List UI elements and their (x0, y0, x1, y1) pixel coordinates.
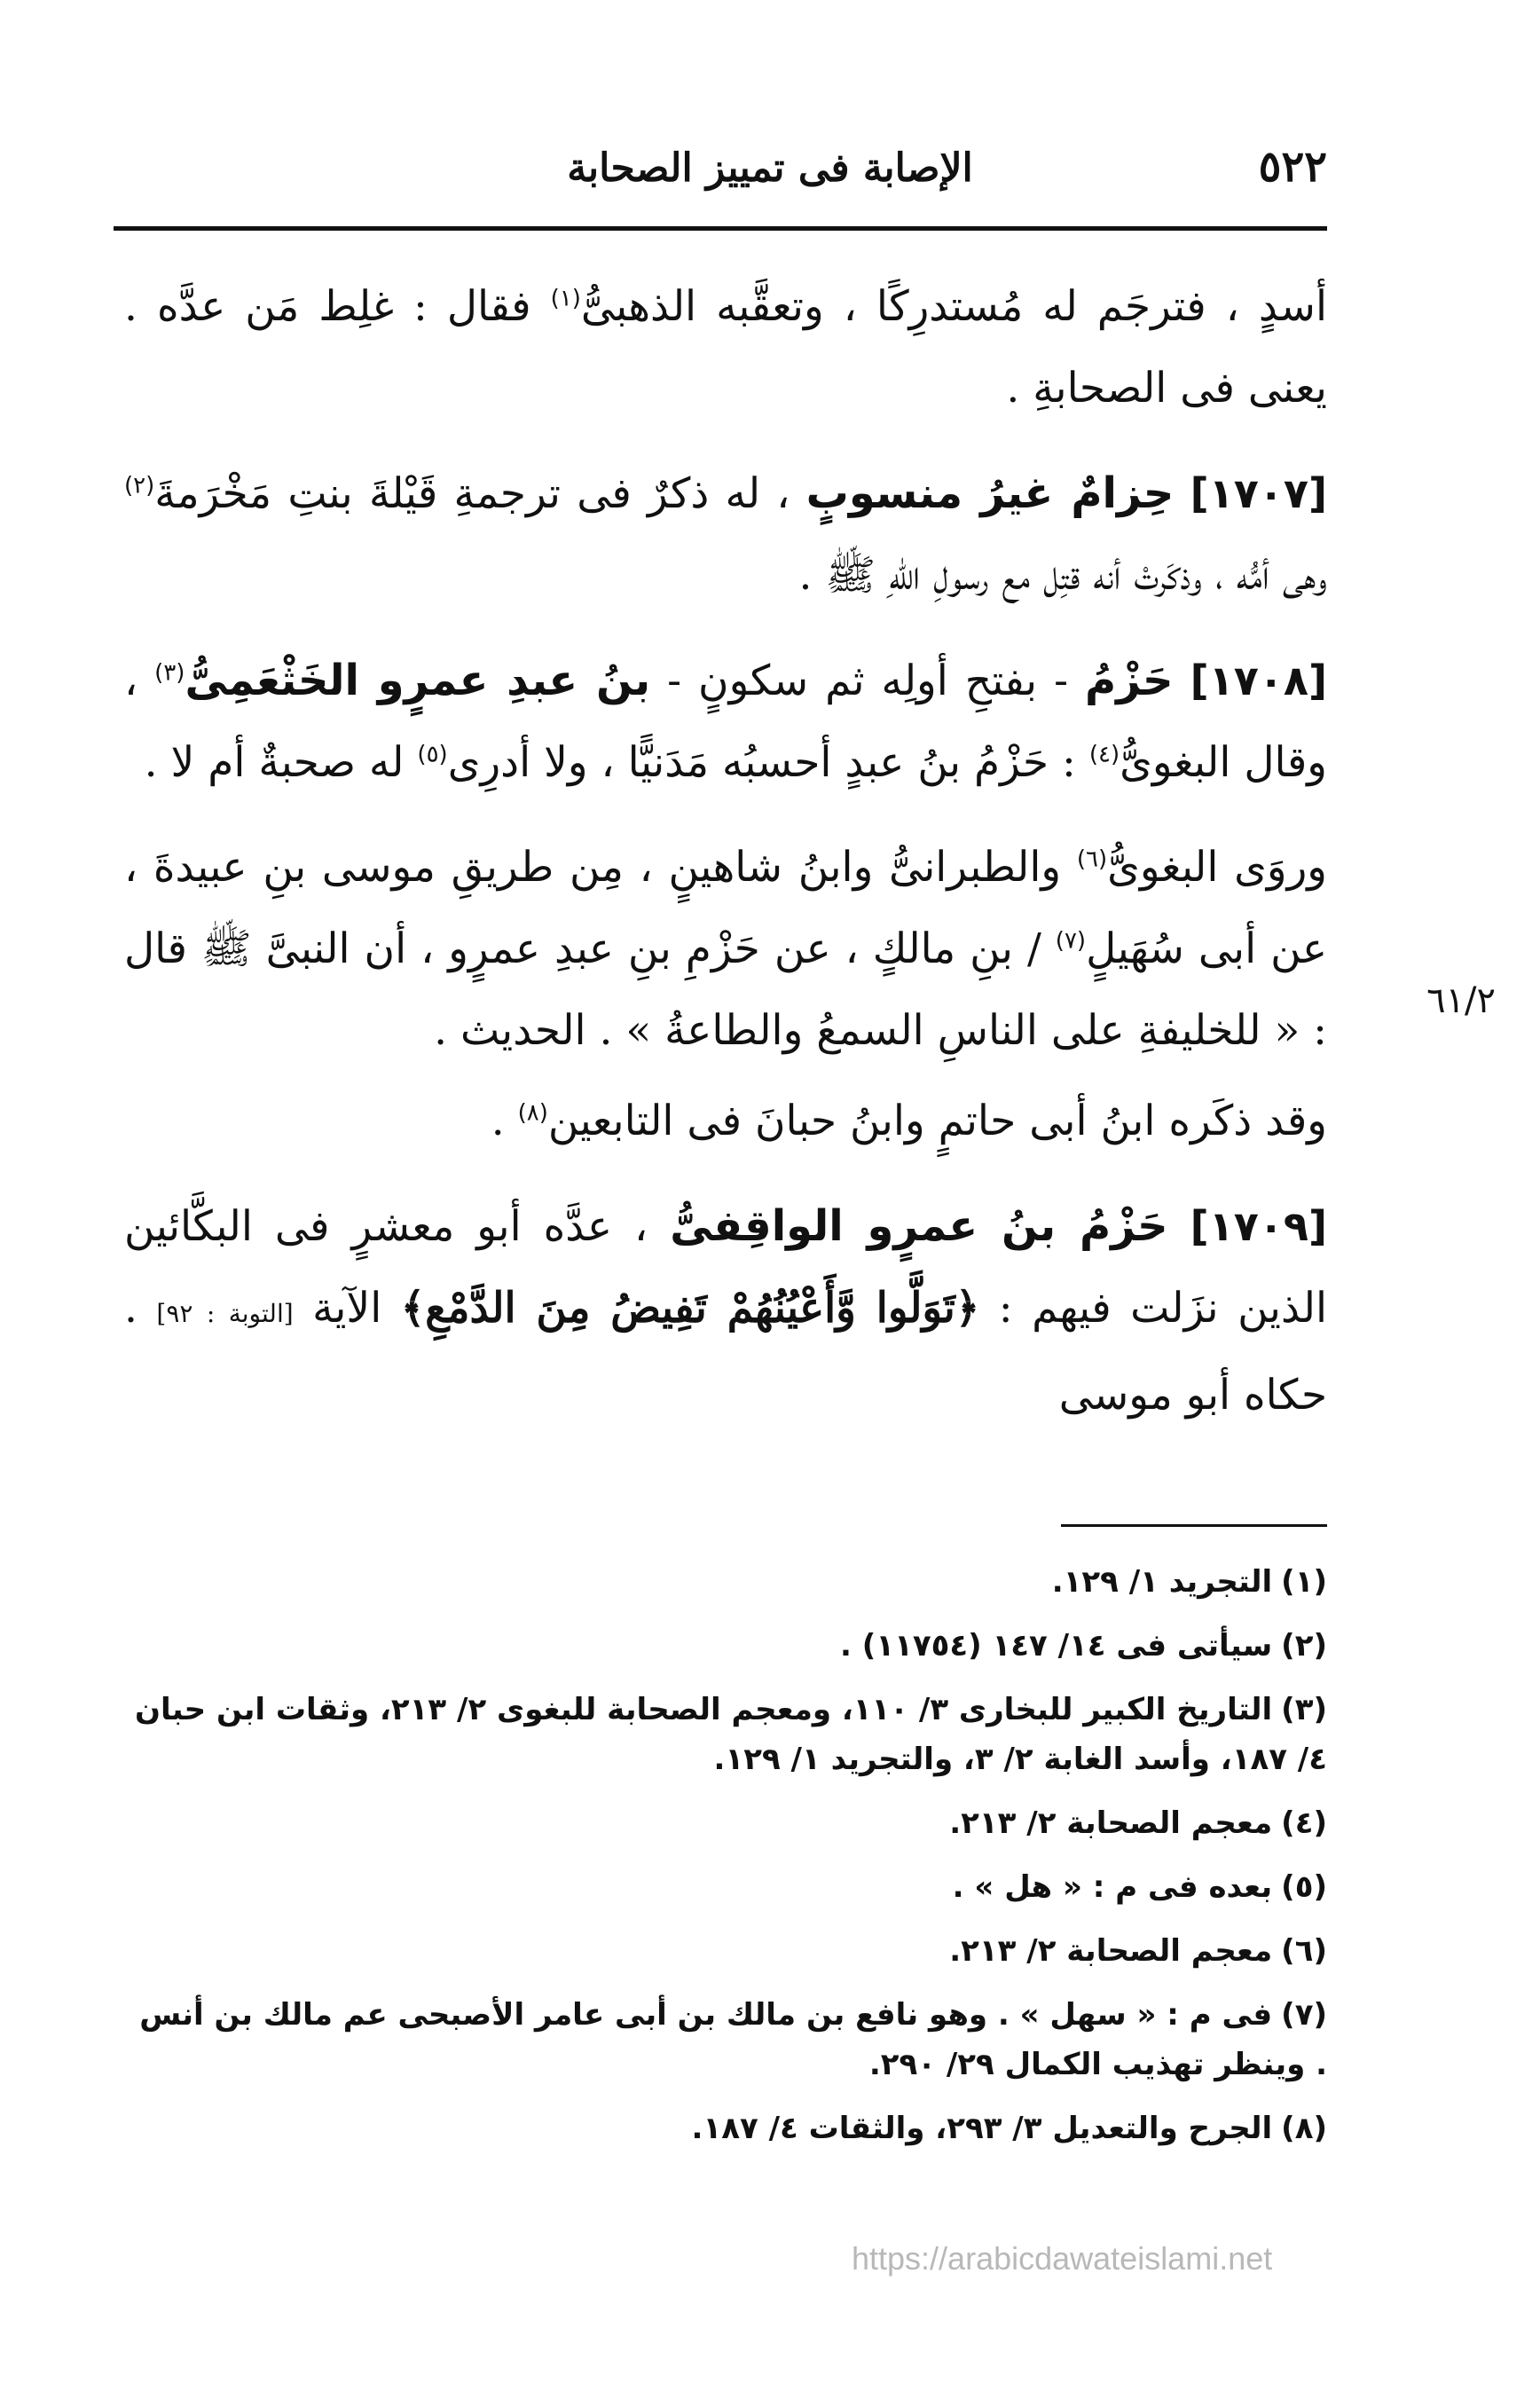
page-header (177, 133, 1327, 204)
footnote-number: (٧) (1281, 1997, 1327, 2033)
text-run: : حَزْمُ بنُ عبدٍ أحسبُه مَدَنيًّا ، ولا أدرِى (447, 738, 1089, 787)
footnote-separator (1061, 1524, 1327, 1527)
footnote-text: التجريد ١/ ١٢٩. (1051, 1564, 1273, 1600)
footnote-ref[interactable]: (١) (550, 285, 581, 312)
text-run: - بفتحِ أولِه ثم سكونٍ - (650, 657, 1085, 705)
footnote-text: فى م : « سهل » . وهو نافع بن مالك بن أبى عامر الأصبحى عم مالك بن أنس . وينظر تهذيب الكمال ٢٩/ ٢٩٠. (139, 1997, 1327, 2082)
footnote-ref[interactable]: (٤) (1088, 741, 1120, 768)
text-run: . حكاه أبو موسى (124, 1284, 1327, 1420)
quran-quote: ﴿تَوَلَّوا وَّأَعْيُنُهُمْ تَفِيضُ مِنَ الدَّمْعِ﴾ (400, 1284, 980, 1333)
footnote-text: معجم الصحابة ٢/ ٢١٣. (949, 1933, 1273, 1969)
text-run: وروَى البغوىُّ (1107, 843, 1327, 892)
watermark-url[interactable]: https://arabicdawateislami.net (852, 2240, 1273, 2277)
footnote-7 (133, 1990, 1327, 2089)
entry-number: [١٧٠٨] (1190, 657, 1327, 704)
entry-name: حَزْمُ بنُ عمرٍو الواقِفىُّ (670, 1201, 1168, 1251)
text-run: والطبرانىُّ وابنُ شاهينٍ ، مِن طريقِ موسى بنِ عبيدةَ ، عن أبى سُهَيلٍ (124, 843, 1327, 973)
footnote-8 (133, 2104, 1327, 2153)
footnotes (133, 1557, 1327, 2167)
paragraph-hadith (124, 827, 1327, 1072)
quran-reference: [التوبة : ٩٢] (156, 1299, 294, 1328)
entry-1707 (124, 452, 1327, 617)
footnote-text: معجم الصحابة ٢/ ٢١٣. (949, 1805, 1273, 1841)
footnote-number: (٣) (1281, 1692, 1327, 1727)
footnote-text: التاريخ الكبير للبخارى ٣/ ١١٠، ومعجم الصحابة للبغوى ٢/ ٢١٣، وثقات ابن حبان ٤/ ١٨٧، وأسد الغابة ٢/ ٣، والتجريد ١/ ١٢٩. (134, 1692, 1327, 1777)
footnote-ref[interactable]: (٦) (1076, 846, 1108, 873)
page-number: ٥٢٢ (1258, 142, 1327, 192)
header-rule (114, 226, 1327, 231)
footnote-ref[interactable]: (٣) (154, 659, 185, 687)
paragraph-tabiin (124, 1081, 1327, 1162)
entry-name: حِزامٌ غيرُ منسوبٍ (805, 468, 1175, 518)
text-run: / بنِ مالكٍ ، عن حَزْمِ بنِ عبدِ عمرٍو ، أن النبىَّ ﷺ قال : « للخليفةِ على الناسِ السمعُ والطاعةُ » . الحديث . (124, 924, 1327, 1055)
margin-note: ٦١/٢ (1426, 980, 1496, 1021)
footnote-6 (133, 1926, 1327, 1976)
text-run: الآية (293, 1284, 401, 1333)
footnote-5 (133, 1862, 1327, 1912)
footnote-1 (133, 1557, 1327, 1607)
entry-1709 (124, 1185, 1327, 1436)
text-run: أسدٍ ، فترجَم له مُستدرِكًا ، وتعقَّبه الذهبىُّ (580, 282, 1327, 331)
entry-number: [١٧٠٩] (1190, 1202, 1327, 1250)
text-run: له صحبةٌ أم لا . (144, 738, 418, 787)
footnote-ref[interactable]: (٥) (417, 741, 448, 768)
footnote-2 (133, 1621, 1327, 1671)
text-run: فقال : غلِط مَن عدَّه . يعنى فى الصحابةِ . (124, 282, 1327, 413)
entry-number: [١٧٠٧] (1190, 469, 1327, 517)
entry-name-lineage: بنُ عبدِ عمرٍو الخَثْعَمِىُّ (185, 656, 651, 705)
footnote-text: سيأتى فى ١٤/ ١٤٧ (١١٧٥٤) . (840, 1628, 1273, 1664)
running-title: الإصابة فى تمييز الصحابة (567, 146, 973, 191)
entry-name: حَزْمُ (1085, 656, 1174, 705)
footnote-ref[interactable]: (٨) (517, 1099, 548, 1127)
text-run: ، وقال البغوىُّ (124, 657, 1327, 787)
footnote-number: (٨) (1281, 2111, 1327, 2146)
footnote-ref[interactable]: (٢) (124, 472, 155, 499)
main-text (124, 266, 1327, 1459)
text-run: وقد ذكَره ابنُ أبى حاتمٍ وابنُ حبانَ فى التابعين (547, 1097, 1327, 1145)
footnote-4 (133, 1798, 1327, 1848)
text-run: ، له ذكرٌ فى ترجمةِ قَيْلةَ بنتِ مَخْرَمةَ (154, 469, 806, 518)
entry-1708 (124, 640, 1327, 804)
footnote-ref[interactable]: (٧) (1055, 927, 1087, 955)
text-run: ، عدَّه أبو معشرٍ فى البكَّائين الذين نزَلت فيهم : (124, 1202, 1328, 1333)
text-run: . (491, 1097, 518, 1145)
footnote-text: الجرح والتعديل ٣/ ٢٩٣، والثقات ٤/ ١٨٧. (691, 2111, 1273, 2146)
footnote-number: (١) (1281, 1564, 1327, 1600)
footnote-number: (٤) (1281, 1805, 1327, 1841)
footnote-number: (٥) (1281, 1869, 1327, 1905)
footnote-3 (133, 1685, 1327, 1784)
footnote-number: (٦) (1281, 1933, 1327, 1969)
footnote-number: (٢) (1281, 1628, 1327, 1664)
footnote-text: بعده فى م : « هل » . (952, 1869, 1273, 1905)
paragraph-1 (124, 266, 1327, 429)
text-run: وهى أمُّه ، وذكَرتْ أنه قتِل مع رسولِ اللّهِ ﷺ . (798, 551, 1327, 600)
